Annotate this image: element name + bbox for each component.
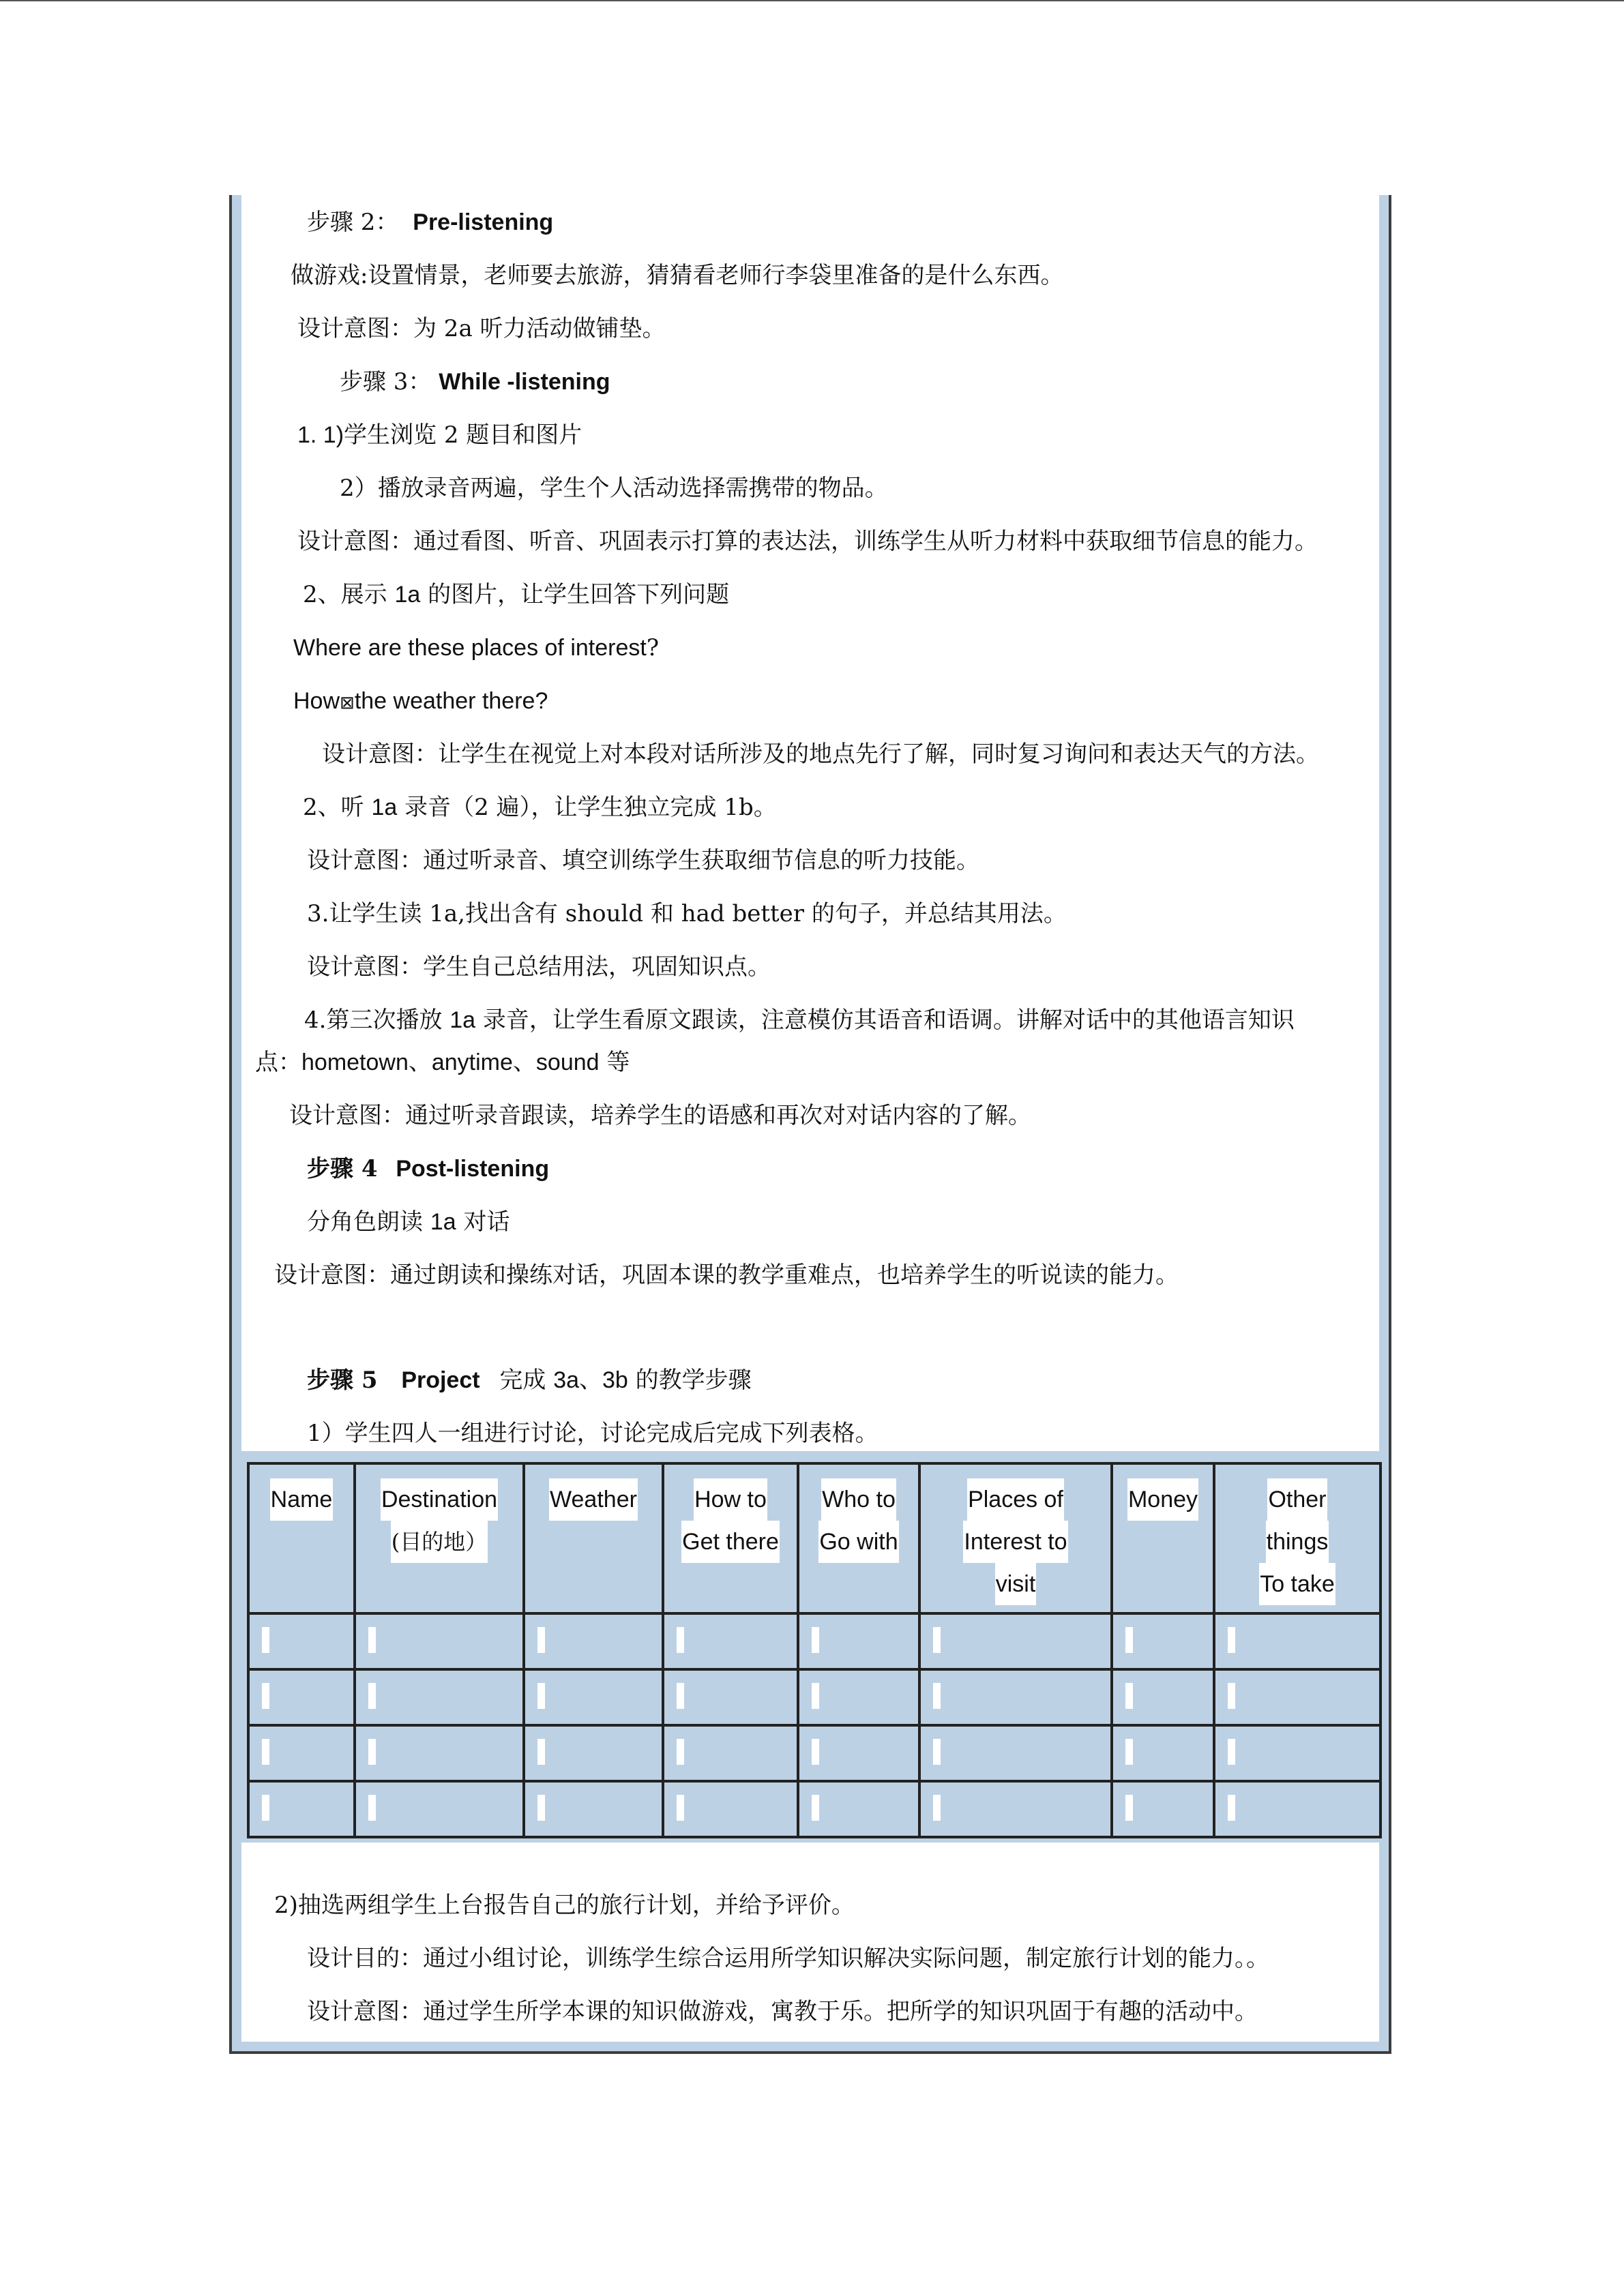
cell-marker xyxy=(537,1795,545,1821)
cell-marker xyxy=(677,1739,684,1765)
step5-heading xyxy=(307,1365,752,1395)
table-cell[interactable] xyxy=(1214,1781,1381,1837)
step4-title: Post-listening xyxy=(396,1156,550,1182)
table-cell[interactable] xyxy=(919,1669,1112,1725)
role-play xyxy=(307,1207,510,1237)
cell-marker xyxy=(677,1683,684,1709)
third-playback xyxy=(304,1005,1295,1035)
cell-marker xyxy=(1125,1627,1133,1653)
table-cell[interactable] xyxy=(1214,1725,1381,1781)
header-other-line-1: Other xyxy=(1267,1478,1327,1521)
question-2 xyxy=(293,686,548,717)
header-money xyxy=(1112,1463,1214,1613)
header-places-line-1: Places of xyxy=(967,1478,1064,1521)
cell-marker xyxy=(1228,1795,1235,1821)
step2-label: 步骤 2： xyxy=(307,209,399,236)
show-pictures-prefix: 2、展示 xyxy=(303,581,395,608)
header-destination xyxy=(355,1463,524,1613)
design-intent-5: 设计意图：学生自己总结用法，巩固知识点。 xyxy=(307,953,771,981)
design-intent-6: 设计意图：通过听录音跟读，培养学生的语感和再次对对话内容的了解。 xyxy=(289,1102,1031,1129)
table-cell[interactable] xyxy=(355,1669,524,1725)
step5-desc-items: 3a、3b xyxy=(553,1367,628,1393)
header-destination-line-1: Destination xyxy=(381,1478,498,1521)
step4-heading xyxy=(307,1154,549,1184)
listen-step-1a-text: 学生浏览 2 题目和图片 xyxy=(344,421,582,449)
cell-marker xyxy=(368,1739,376,1765)
table-cell[interactable] xyxy=(524,1669,663,1725)
cell-marker xyxy=(537,1683,545,1709)
cell-marker xyxy=(812,1627,819,1653)
lesson-plan-frame xyxy=(229,195,1391,2054)
table-cell[interactable] xyxy=(355,1725,524,1781)
header-how-to-line-1: How to xyxy=(694,1478,767,1521)
cell-marker xyxy=(262,1683,269,1709)
cell-marker xyxy=(812,1739,819,1765)
table-cell[interactable] xyxy=(798,1669,919,1725)
missing-glyph-icon: ⊠ xyxy=(340,692,355,713)
role-play-suffix: 对话 xyxy=(456,1208,510,1236)
table-body xyxy=(248,1613,1381,1837)
table-cell[interactable] xyxy=(248,1613,355,1669)
cell-marker xyxy=(1228,1739,1235,1765)
game-activity: 做游戏:设置情景，老师要去旅游，猜猜看老师行李袋里准备的是什么东西。 xyxy=(291,262,1064,289)
table-header-row xyxy=(248,1463,1381,1613)
question-2-prefix: How xyxy=(293,688,340,714)
cell-marker xyxy=(537,1739,545,1765)
cell-marker xyxy=(1125,1739,1133,1765)
listen-step-1a-number: 1. 1) xyxy=(297,422,344,448)
table-cell[interactable] xyxy=(1112,1613,1214,1669)
design-intent-8: 设计意图：通过学生所学本课的知识做游戏，寓教于乐。把所学的知识巩固于有趣的活动中。 xyxy=(307,1998,1258,2025)
listen-recording-prefix: 2、听 xyxy=(303,794,372,821)
header-places xyxy=(919,1463,1112,1613)
header-weather xyxy=(524,1463,663,1613)
step3-title: While -listening xyxy=(439,369,610,395)
travel-plan-table xyxy=(247,1462,1382,1838)
listen-step-1b: 2）播放录音两遍，学生个人活动选择需携带的物品。 xyxy=(340,475,888,502)
cell-marker xyxy=(933,1683,941,1709)
top-rule xyxy=(0,0,1624,1)
step5-label: 步骤 5 xyxy=(307,1367,378,1394)
design-purpose: 设计目的：通过小组讨论，训练学生综合运用所学知识解决实际问题，制定旅行计划的能力。。 xyxy=(307,1945,1269,1972)
cell-marker xyxy=(1125,1795,1133,1821)
show-pictures-suffix: 的图片，让学生回答下列问题 xyxy=(420,581,730,608)
table-cell[interactable] xyxy=(248,1725,355,1781)
step3-heading xyxy=(340,367,610,397)
table-cell[interactable] xyxy=(355,1613,524,1669)
show-pictures xyxy=(303,580,729,610)
header-other-line-3: To take xyxy=(1259,1563,1335,1605)
cell-marker xyxy=(933,1739,941,1765)
table-cell[interactable] xyxy=(663,1613,798,1669)
language-points-suffix: 等 xyxy=(599,1049,630,1076)
table-cell[interactable] xyxy=(1112,1669,1214,1725)
table-row xyxy=(248,1669,1381,1725)
cell-marker xyxy=(262,1795,269,1821)
show-pictures-ref: 1a xyxy=(394,582,421,608)
design-intent-3: 设计意图：让学生在视觉上对本段对话所涉及的地点先行了解，同时复习询问和表达天气的方法。 xyxy=(322,741,1319,768)
table-cell[interactable] xyxy=(1214,1669,1381,1725)
table-cell[interactable] xyxy=(524,1725,663,1781)
header-destination-line-2: (目的地） xyxy=(391,1521,488,1563)
group-discussion: 1）学生四人一组进行讨论，讨论完成后完成下列表格。 xyxy=(307,1420,879,1447)
table-cell[interactable] xyxy=(1112,1781,1214,1837)
cell-marker xyxy=(812,1795,819,1821)
table-cell[interactable] xyxy=(919,1725,1112,1781)
cell-marker xyxy=(368,1683,376,1709)
cell-marker xyxy=(677,1795,684,1821)
header-name xyxy=(248,1463,355,1613)
cell-marker xyxy=(1228,1627,1235,1653)
table-cell[interactable] xyxy=(919,1781,1112,1837)
cell-marker xyxy=(933,1795,941,1821)
cell-marker xyxy=(262,1739,269,1765)
step5-desc-prefix: 完成 xyxy=(499,1367,554,1394)
role-play-ref: 1a xyxy=(430,1209,456,1235)
read-1a-task: 3.让学生读 1a,找出含有 should 和 had better 的句子，并总结其用法。 xyxy=(307,900,1067,927)
table-cell[interactable] xyxy=(798,1725,919,1781)
listen-recording-suffix: 录音（2 遍），让学生独立完成 1b。 xyxy=(397,794,777,821)
table-cell[interactable] xyxy=(663,1669,798,1725)
table-cell[interactable] xyxy=(919,1613,1112,1669)
question-1 xyxy=(293,633,659,663)
cell-marker xyxy=(933,1627,941,1653)
table-cell[interactable] xyxy=(248,1669,355,1725)
third-playback-prefix: 4.第三次播放 xyxy=(304,1007,450,1034)
step4-label: 步骤 4 xyxy=(307,1155,378,1182)
header-weather-line-1: Weather xyxy=(549,1478,638,1521)
third-playback-ref: 1a xyxy=(449,1007,476,1033)
table-row xyxy=(248,1725,1381,1781)
step5-desc-suffix: 的教学步骤 xyxy=(628,1367,752,1394)
question-2-suffix: the weather there? xyxy=(354,688,548,714)
table-cell[interactable] xyxy=(798,1613,919,1669)
language-points xyxy=(255,1047,630,1077)
table-row xyxy=(248,1781,1381,1837)
cell-marker xyxy=(262,1627,269,1653)
header-who-to-line-1: Who to xyxy=(821,1478,896,1521)
header-how-to xyxy=(663,1463,798,1613)
cell-marker xyxy=(368,1795,376,1821)
design-intent-2: 设计意图：通过看图、听音、巩固表示打算的表达法，训练学生从听力材料中获取细节信息的能力。 xyxy=(297,528,1318,555)
language-points-prefix: 点： xyxy=(255,1049,301,1076)
header-places-line-3: visit xyxy=(995,1563,1037,1605)
language-points-words: hometown、anytime、sound xyxy=(301,1049,600,1075)
question-1-mark: ? xyxy=(646,634,660,661)
cell-marker xyxy=(537,1627,545,1653)
table-cell[interactable] xyxy=(248,1781,355,1837)
cell-marker xyxy=(812,1683,819,1709)
step3-label: 步骤 3： xyxy=(340,368,432,396)
report-plan: 2)抽选两组学生上台报告自己的旅行计划，并给予评价。 xyxy=(274,1892,855,1919)
cell-marker xyxy=(677,1627,684,1653)
table-cell[interactable] xyxy=(355,1781,524,1837)
table-cell[interactable] xyxy=(663,1725,798,1781)
design-intent-4: 设计意图：通过听录音、填空训练学生获取细节信息的听力技能。 xyxy=(307,847,979,874)
design-intent-7: 设计意图：通过朗读和操练对话，巩固本课的教学重难点，也培养学生的听说读的能力。 xyxy=(274,1262,1179,1289)
table-cell[interactable] xyxy=(1112,1725,1214,1781)
table-cell[interactable] xyxy=(663,1781,798,1837)
header-other-things xyxy=(1214,1463,1381,1613)
listen-recording xyxy=(303,792,777,822)
header-money-line-1: Money xyxy=(1127,1478,1198,1521)
header-name-line-1: Name xyxy=(270,1478,334,1521)
lesson-plan-content xyxy=(241,195,1379,2042)
listen-step-1a xyxy=(297,420,582,450)
header-who-to-line-2: Go with xyxy=(818,1521,898,1563)
cell-marker xyxy=(368,1627,376,1653)
header-who-to xyxy=(798,1463,919,1613)
listen-recording-ref: 1a xyxy=(371,794,398,820)
cell-marker xyxy=(1125,1683,1133,1709)
header-how-to-line-2: Get there xyxy=(681,1521,780,1563)
header-other-line-2: things xyxy=(1266,1521,1329,1563)
question-1-text: Where are these places of interest xyxy=(293,635,647,661)
role-play-prefix: 分角色朗读 xyxy=(307,1208,430,1236)
table-cell[interactable] xyxy=(1214,1613,1381,1669)
table-row xyxy=(248,1613,1381,1669)
table-cell[interactable] xyxy=(798,1781,919,1837)
third-playback-suffix: 录音，让学生看原文跟读，注意模仿其语音和语调。讲解对话中的其他语言知识 xyxy=(475,1007,1295,1034)
header-places-line-2: Interest to xyxy=(963,1521,1067,1563)
table-cell[interactable] xyxy=(524,1613,663,1669)
step2-heading xyxy=(307,207,553,237)
step2-title: Pre-listening xyxy=(413,209,554,235)
table-cell[interactable] xyxy=(524,1781,663,1837)
cell-marker xyxy=(1228,1683,1235,1709)
design-intent-1: 设计意图：为 2a 听力活动做铺垫。 xyxy=(297,315,666,342)
step5-title: Project xyxy=(401,1367,480,1393)
